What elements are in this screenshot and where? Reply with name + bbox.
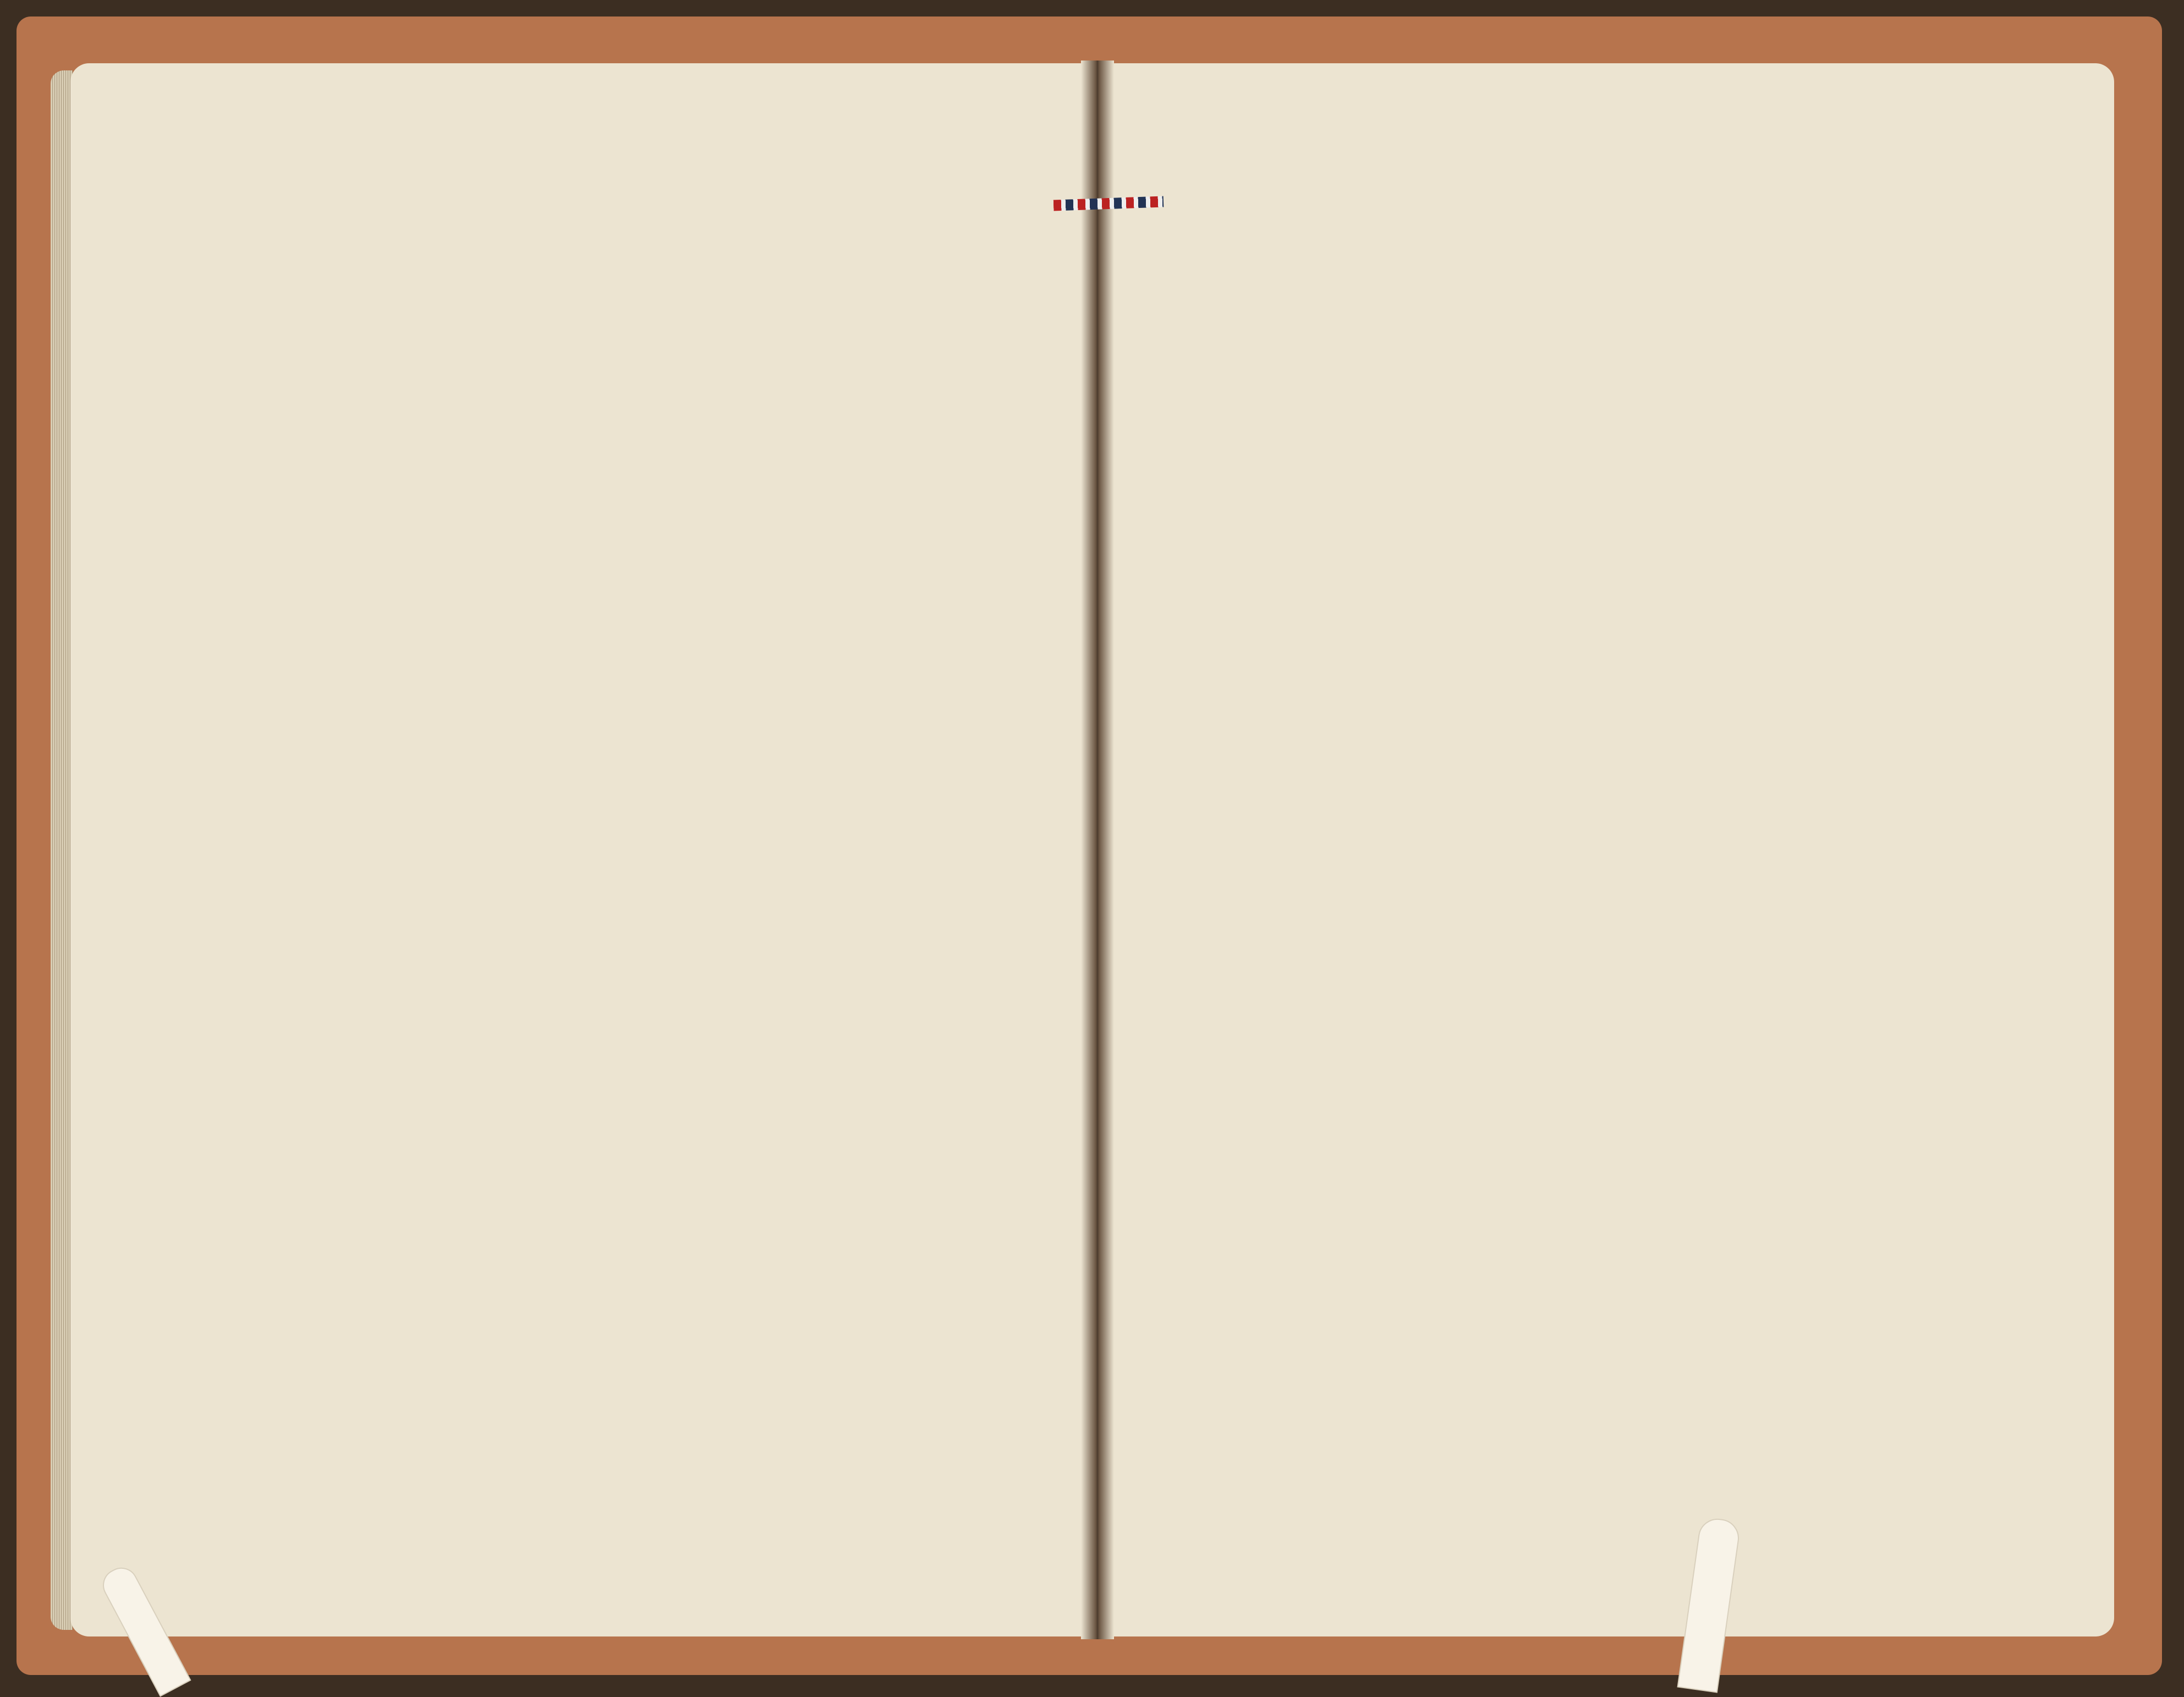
- right-page: [1105, 63, 2114, 1636]
- page-edges: [51, 70, 73, 1630]
- book-gutter: [1081, 61, 1114, 1639]
- left-page: [70, 63, 1091, 1636]
